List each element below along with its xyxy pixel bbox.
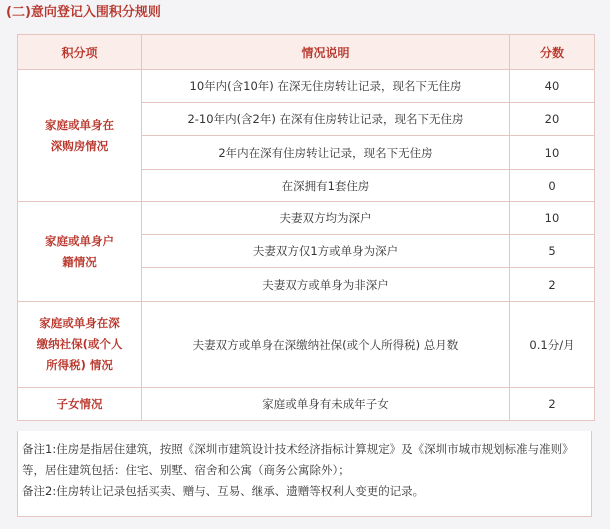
row-score: 40 — [510, 70, 595, 103]
section-heading: (二)意向登记入围积分规则 — [6, 5, 161, 20]
row-description: 2-10年内(含2年) 在深有住房转让记录，现名下无住房 — [142, 103, 510, 136]
row-score: 20 — [510, 103, 595, 136]
row-score: 2 — [510, 388, 595, 421]
table-row — [18, 388, 595, 421]
row-description: 在深拥有1套住房 — [142, 170, 510, 202]
row-description: 夫妻双方仅1方或单身为深户 — [142, 235, 510, 268]
row-description: 10年内(含10年) 在深无住房转让记录，现名下无住房 — [142, 70, 510, 103]
row-score: 0 — [510, 170, 595, 202]
row-description: 夫妻双方或单身在深缴纳社保(或个人所得税) 总月数 — [142, 302, 510, 388]
header-description: 情况说明 — [142, 35, 510, 70]
row-score: 2 — [510, 268, 595, 302]
row-description: 夫妻双方均为深户 — [142, 202, 510, 235]
row-description: 家庭或单身有未成年子女 — [142, 388, 510, 421]
points-rules-table — [17, 34, 595, 421]
note-2: 备注2:住房转让记录包括买卖、赠与、互易、继承、遗赠等权利人变更的记录。 — [22, 484, 425, 498]
row-score: 10 — [510, 136, 595, 170]
header-category: 积分项 — [18, 35, 142, 70]
row-description: 2年内在深有住房转让记录，现名下无住房 — [142, 136, 510, 170]
table-row — [18, 302, 595, 388]
category-hukou: 家庭或单身户 籍情况 — [18, 202, 142, 302]
table-row — [18, 202, 595, 235]
table-row — [18, 70, 595, 103]
category-housing: 家庭或单身在 深购房情况 — [18, 70, 142, 202]
category-children: 子女情况 — [18, 388, 142, 421]
notes-box — [17, 431, 592, 517]
header-score: 分数 — [510, 35, 595, 70]
note-1: 备注1:住房是指居住建筑，按照《深圳市建筑设计技术经济指标计算规定》及《深圳市城市规划标准与准则》等，居住建筑包括：住宅、别墅、宿舍和公寓（商务公寓除外）； — [22, 442, 574, 477]
row-score: 0.1分/月 — [510, 302, 595, 388]
row-score: 10 — [510, 202, 595, 235]
row-score: 5 — [510, 235, 595, 268]
category-social-insurance: 家庭或单身在深 缴纳社保(或个人 所得税) 情况 — [18, 302, 142, 388]
row-description: 夫妻双方或单身为非深户 — [142, 268, 510, 302]
table-header-row — [18, 35, 595, 70]
